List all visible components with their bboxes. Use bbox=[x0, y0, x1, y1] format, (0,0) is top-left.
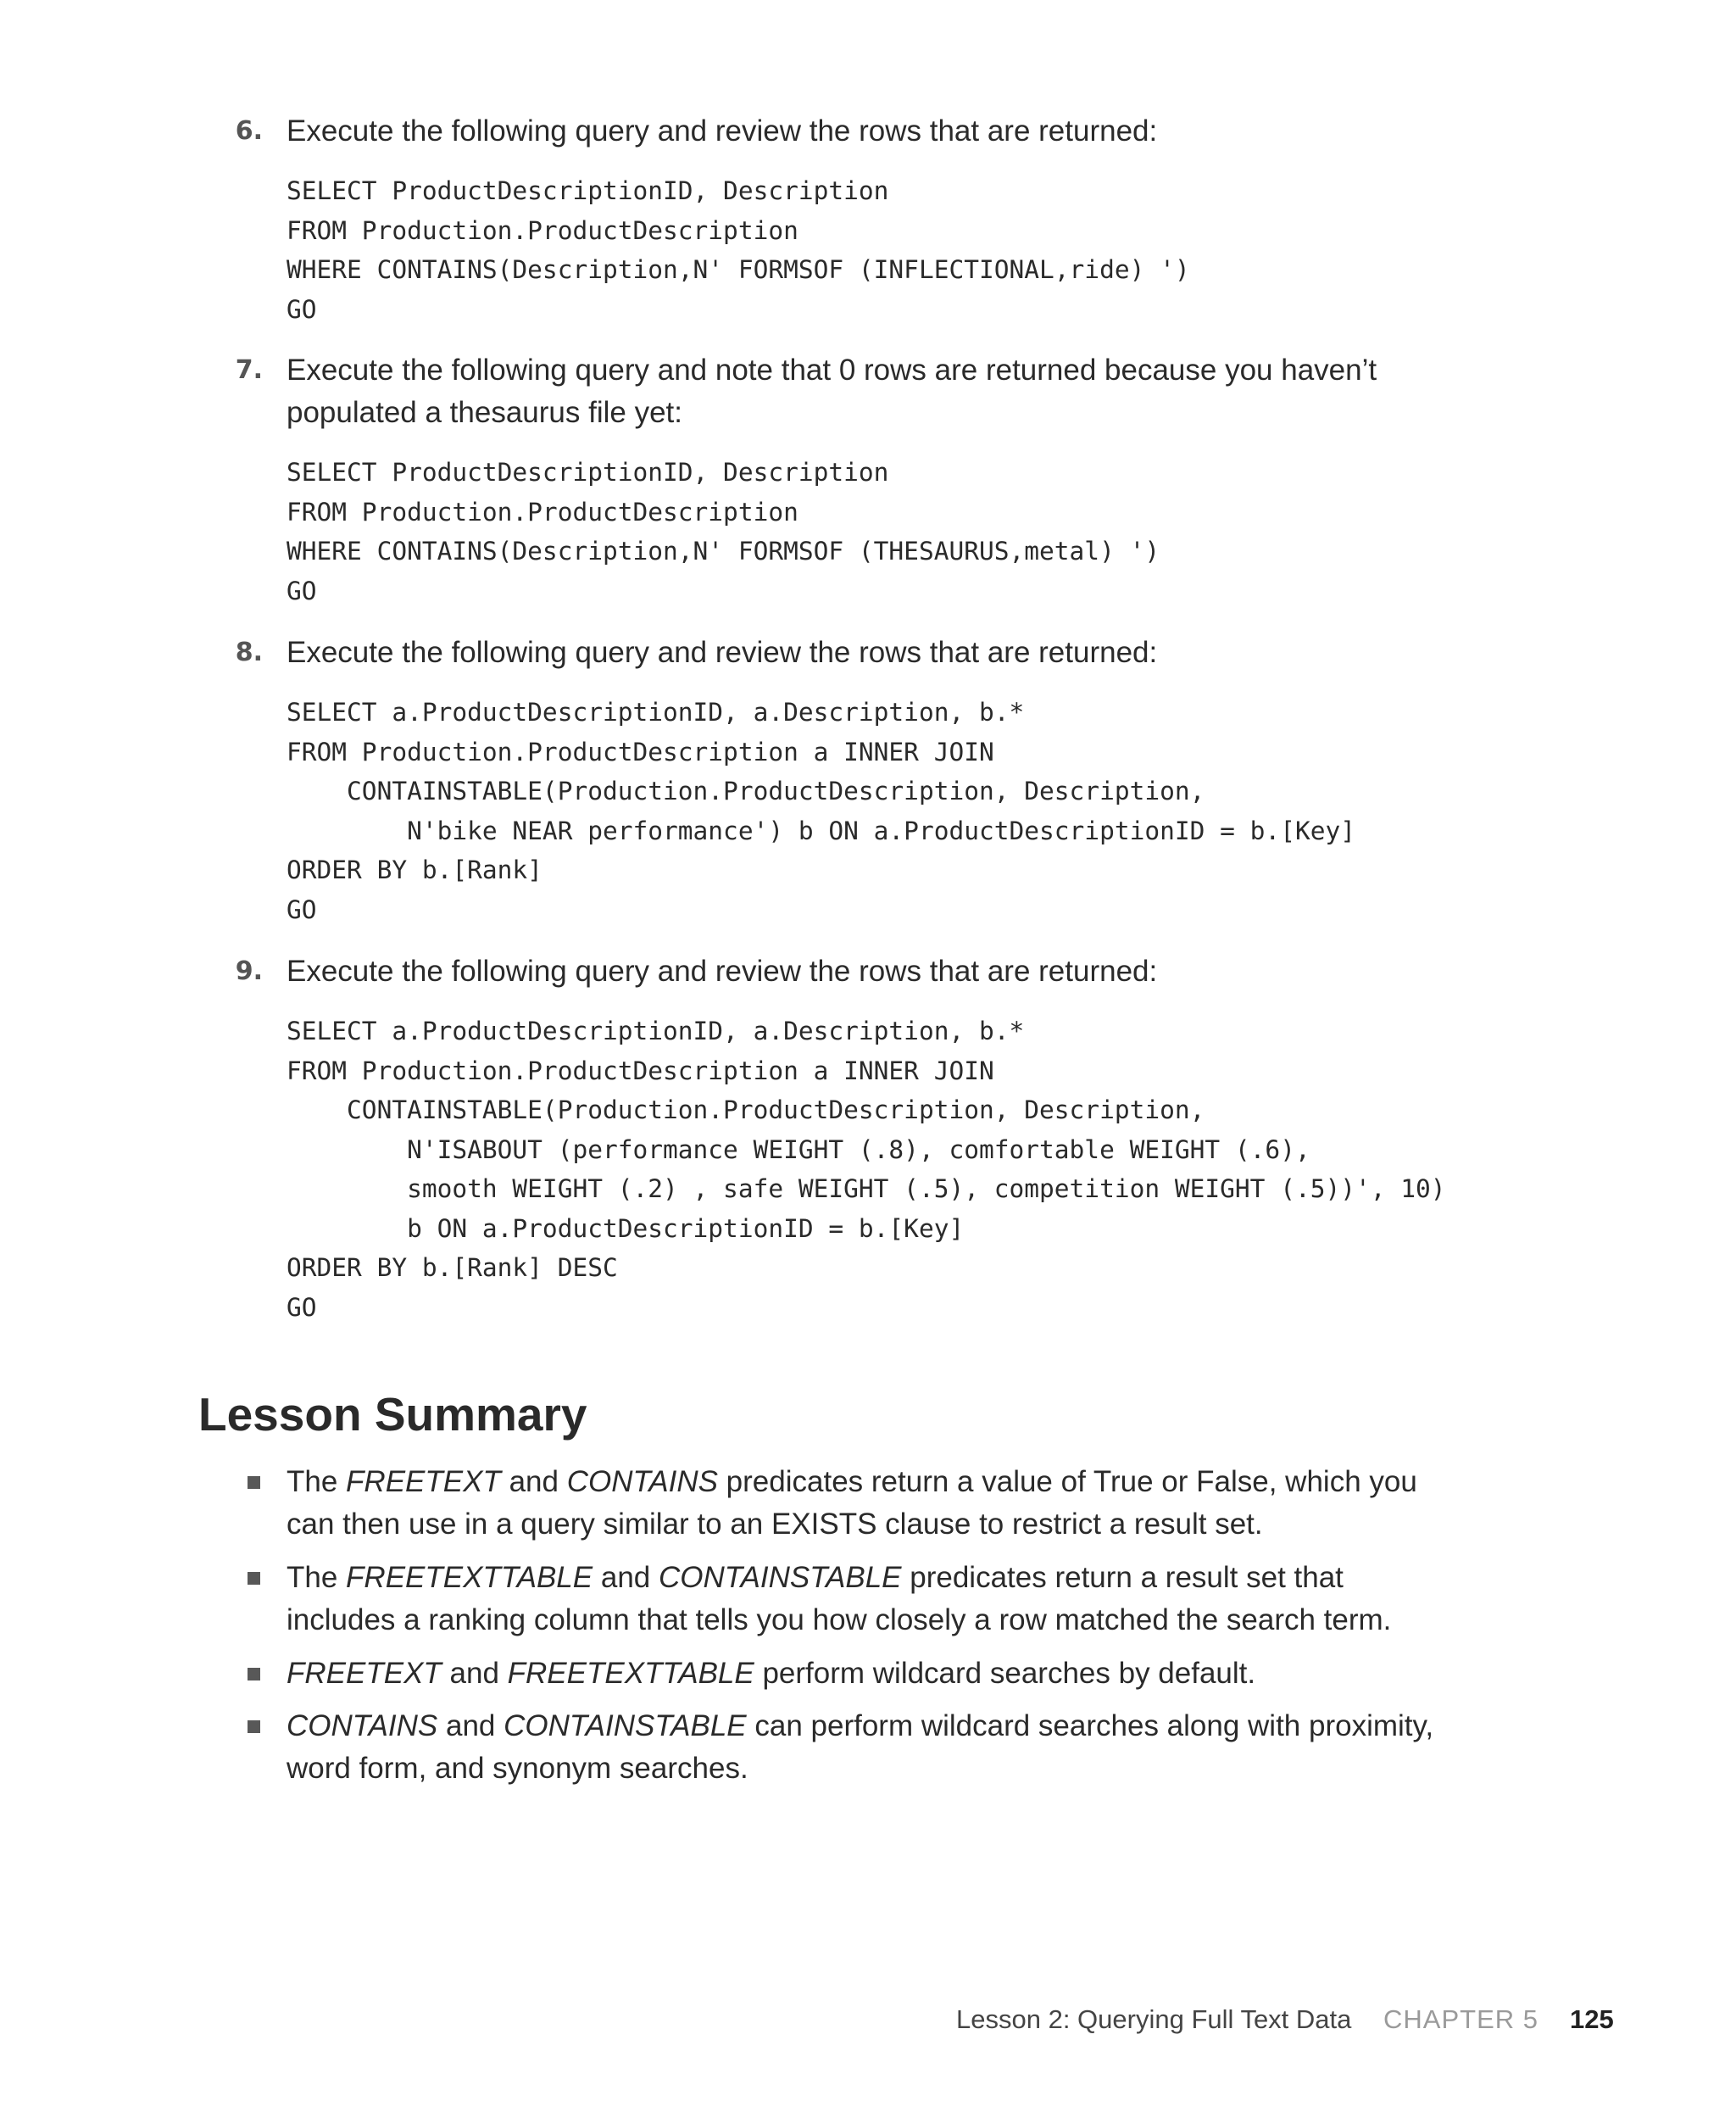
step-instruction: Execute the following query and review the rows that are returned: bbox=[287, 114, 1158, 148]
step-number: 9. bbox=[235, 956, 263, 986]
bullet-square-icon bbox=[248, 1572, 260, 1585]
step-instruction: Execute the following query and review the rows that are returned: bbox=[287, 955, 1158, 988]
step-number: 6. bbox=[235, 116, 263, 146]
footer-chapter-label: CHAPTER 5 bbox=[1383, 2004, 1538, 2034]
code-block: SELECT ProductDescriptionID, Description FROM Production.ProductDescription WHERE CONTAINS(Description,N' FORMSOF (INFLECTIONAL,ride) ') GO bbox=[287, 176, 1190, 324]
bullet-square-icon bbox=[248, 1476, 260, 1489]
footer-lesson-title: Lesson 2: Querying Full Text Data bbox=[956, 2004, 1352, 2034]
step-instruction: Execute the following query and note that 0 rows are returned because you haven’t populated a thesaurus file yet: bbox=[287, 354, 1377, 429]
code-block: SELECT a.ProductDescriptionID, a.Description, b.* FROM Production.ProductDescription a INNER JOIN CONTAINSTABLE(Production.ProductDescription, Description, N'bike NEAR performance') b ON a.ProductDescriptionID = b.[Key] ORDER BY b.[Rank] GO bbox=[287, 698, 1355, 924]
bullet-square-icon bbox=[248, 1668, 260, 1680]
step-number: 7. bbox=[235, 355, 263, 385]
bullet-text: The FREETEXT and CONTAINS predicates return a value of True or False, which you can then use in a query similar to an EXISTS clause to restrict a result set. bbox=[287, 1465, 1417, 1541]
step-instruction: Execute the following query and review the rows that are returned: bbox=[287, 636, 1158, 669]
lesson-summary-heading: Lesson Summary bbox=[198, 1388, 587, 1441]
page-number: 125 bbox=[1570, 2004, 1614, 2034]
bullet-text: The FREETEXTTABLE and CONTAINSTABLE predicates return a result set that includes a ranking column that tells you how closely a row matched the search term. bbox=[287, 1561, 1392, 1636]
code-block: SELECT a.ProductDescriptionID, a.Description, b.* FROM Production.ProductDescription a INNER JOIN CONTAINSTABLE(Production.ProductDescription, Description, N'ISABOUT (performance WEIGHT (.8), comfortable WEIGHT (.6), smooth WEIGHT (.2) , safe WEIGHT (.5), competition WEIGHT (.5))', 10) b ON a.ProductDescriptionID = b.[Key] ORDER BY b.[Rank] DESC GO bbox=[287, 1017, 1446, 1322]
step-number: 8. bbox=[235, 638, 263, 667]
bullet-text: FREETEXT and FREETEXTTABLE perform wildcard searches by default. bbox=[287, 1657, 1256, 1690]
code-block: SELECT ProductDescriptionID, Description FROM Production.ProductDescription WHERE CONTAINS(Description,N' FORMSOF (THESAURUS,metal) ') GO bbox=[287, 458, 1160, 605]
bullet-text: CONTAINS and CONTAINSTABLE can perform wildcard searches along with proximity, word form, and synonym searches. bbox=[287, 1709, 1434, 1785]
bullet-square-icon bbox=[248, 1720, 260, 1733]
